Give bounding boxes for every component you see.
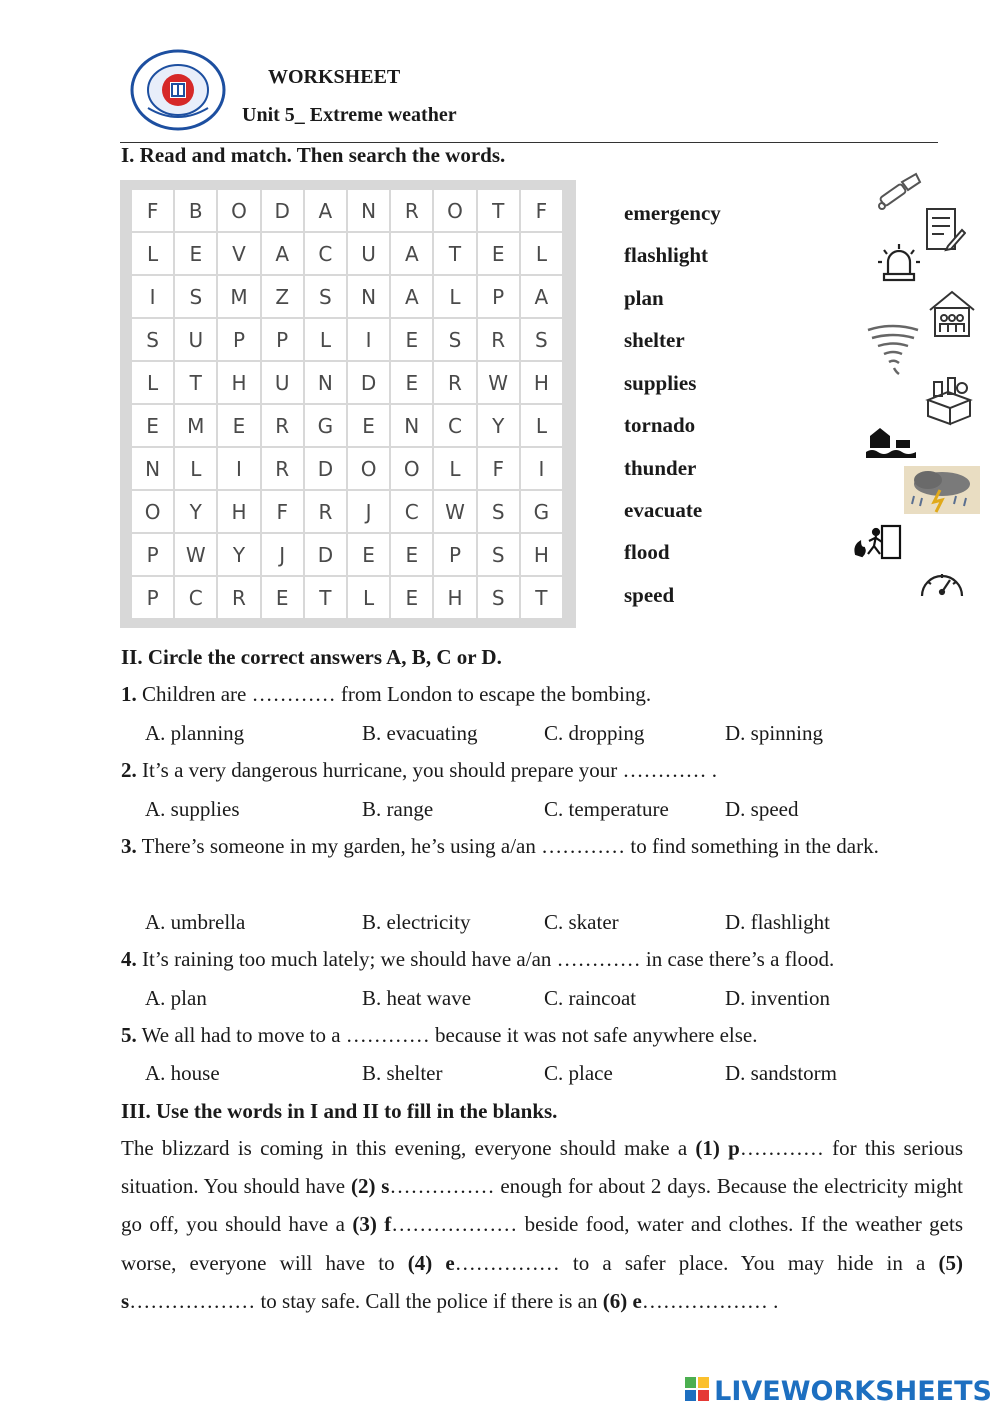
word-plan: plan [624,286,664,310]
grid-cell[interactable]: C [391,491,432,532]
fill-in-paragraph: The blizzard is coming in this evening, everyone should make a (1) p………… for this serious situation. You should have (2) s…………… enough for about 2 days. Because the electricity might go off, you should have a (3) f……………… beside food, water and clothes. If the weather gets worse, everyone will have to (4) e…………… to a safer place. You may hide in a (5) s……………… to stay safe. Call the police if there is an (6) e……………… . [121,1136,963,1313]
option-5d[interactable]: D. sandstorm [725,1061,837,1085]
grid-cell[interactable]: E [218,405,259,446]
question-text: It’s a very dangerous hurricane, you should prepare your ………… . [142,758,718,782]
grid-cell[interactable]: J [348,491,389,532]
question-number: 2. [121,758,137,782]
question-text: Children are ………… from London to escape the bombing. [142,682,652,706]
grid-cell[interactable]: R [305,491,346,532]
grid-cell[interactable]: T [521,577,562,618]
evacuate-exit-icon [852,524,904,565]
blank-1[interactable]: (1) p [695,1136,740,1160]
grid-cell[interactable]: M [218,276,259,317]
grid-cell[interactable]: N [391,405,432,446]
shelter-house-icon [926,288,978,345]
option-2a[interactable]: A. supplies [145,797,240,821]
grid-cell[interactable]: L [175,448,216,489]
question-text: There’s someone in my garden, he’s using a/an ………… to find something in the dark. [141,834,879,858]
option-1b[interactable]: B. evacuating [362,721,478,745]
grid-cell[interactable]: E [175,233,216,274]
grid-cell[interactable]: D [348,362,389,403]
grid-cell[interactable]: W [434,491,475,532]
option-1d[interactable]: D. spinning [725,721,824,745]
question-1 [121,676,961,713]
option-2b[interactable]: B. range [362,797,434,821]
option-4b[interactable]: B. heat wave [362,986,472,1010]
blank-3[interactable]: (3) f [352,1212,392,1237]
option-5a[interactable]: A. house [145,1061,220,1085]
grid-cell[interactable]: F [521,190,562,231]
grid-cell[interactable]: T [434,233,475,274]
grid-cell[interactable]: L [434,276,475,317]
grid-cell[interactable]: L [521,233,562,274]
grid-cell[interactable]: R [262,405,303,446]
grid-cell[interactable]: O [434,190,475,231]
worksheet-subtitle: Unit 5_ Extreme weather [242,104,457,126]
option-5c[interactable]: C. place [544,1061,613,1085]
plan-document-icon [924,206,966,261]
tornado-icon [866,322,920,381]
grid-cell[interactable]: O [391,448,432,489]
word-tornado: tornado [624,413,696,437]
grid-cell[interactable]: W [175,534,216,575]
grid-cell[interactable]: P [434,534,475,575]
grid-cell[interactable]: P [478,276,519,317]
word-evacuate: evacuate [624,498,703,522]
grid-cell[interactable]: U [262,362,303,403]
grid-cell[interactable]: A [262,233,303,274]
grid-cell[interactable]: D [305,534,346,575]
grid-cell[interactable]: E [132,405,173,446]
blank-2[interactable]: (2) s [350,1174,390,1199]
word-flashlight: flashlight [624,243,709,267]
grid-cell[interactable]: L [521,405,562,446]
grid-cell[interactable]: A [391,276,432,317]
grid-cell[interactable]: A [305,190,346,231]
grid-cell[interactable]: E [391,319,432,360]
grid-cell[interactable]: P [132,577,173,618]
question-number: 3. [121,834,137,858]
thunder-storm-icon [904,466,980,519]
grid-cell[interactable]: A [391,233,432,274]
liveworksheets-brand: LIVEWORKSHEETS [714,1376,992,1407]
grid-cell[interactable]: E [391,534,432,575]
word-speed: speed [624,583,675,607]
grid-cell[interactable]: N [132,448,173,489]
blank-4[interactable]: (4) e [407,1250,455,1275]
grid-cell[interactable]: H [434,577,475,618]
school-logo [128,48,228,132]
grid-cell[interactable]: E [348,405,389,446]
grid-cell[interactable]: R [391,190,432,231]
grid-cell[interactable]: D [305,448,346,489]
grid-cell[interactable]: N [348,276,389,317]
grid-cell[interactable]: P [262,319,303,360]
grid-cell[interactable]: Y [218,534,259,575]
option-1c[interactable]: C. dropping [544,721,645,745]
grid-cell[interactable]: E [348,534,389,575]
supplies-box-icon [924,376,974,431]
grid-cell[interactable]: R [262,448,303,489]
grid-cell[interactable]: E [262,577,303,618]
word-emergency: emergency [624,201,721,225]
grid-cell[interactable]: R [434,362,475,403]
grid-cell[interactable]: P [218,319,259,360]
grid-cell[interactable]: S [478,534,519,575]
grid-cell[interactable]: Y [175,491,216,532]
grid-cell[interactable]: H [218,362,259,403]
grid-cell[interactable]: C [434,405,475,446]
emergency-siren-icon [876,240,922,289]
grid-cell[interactable]: C [305,233,346,274]
grid-cell[interactable]: L [434,448,475,489]
option-3d[interactable]: D. flashlight [725,910,830,934]
grid-cell[interactable]: R [218,577,259,618]
word-flood: flood [624,540,670,564]
liveworksheets-footer[interactable] [684,1376,992,1407]
blank-6[interactable]: (6) e [602,1288,642,1313]
grid-cell[interactable]: T [478,190,519,231]
grid-cell[interactable]: S [478,577,519,618]
grid-cell[interactable]: A [521,276,562,317]
grid-cell[interactable]: L [132,233,173,274]
grid-cell[interactable]: V [218,233,259,274]
question-text: We all had to move to a ………… because it was not safe anywhere else. [141,1023,758,1047]
flashlight-icon [872,170,924,221]
section-2-heading: II. Circle the correct answers A, B, C or D. [121,645,502,669]
question-5 [121,1017,961,1054]
grid-cell[interactable]: U [348,233,389,274]
grid-cell[interactable]: S [434,319,475,360]
question-2 [121,752,961,789]
grid-cell[interactable]: O [132,491,173,532]
grid-cell[interactable]: I [132,276,173,317]
blank-5[interactable]: (5) s [121,1250,963,1313]
option-4d[interactable]: D. invention [725,986,830,1010]
grid-cell[interactable]: F [262,491,303,532]
grid-cell[interactable]: O [348,448,389,489]
grid-cell[interactable]: L [348,577,389,618]
grid-cell[interactable]: R [478,319,519,360]
option-2d[interactable]: D. speed [725,797,799,821]
grid-cell[interactable]: T [175,362,216,403]
section-3-heading: III. Use the words in I and II to fill in the blanks. [121,1099,558,1123]
question-3 [121,828,961,865]
option-3b[interactable]: B. electricity [362,910,471,934]
question-4 [121,941,961,978]
grid-cell[interactable]: C [175,577,216,618]
grid-cell[interactable]: B [175,190,216,231]
option-4a[interactable]: A. plan [145,986,207,1010]
section-1-heading: I. Read and match. Then search the words. [121,143,506,167]
grid-cell[interactable]: E [391,362,432,403]
word-search-grid [120,180,576,628]
word-supplies: supplies [624,371,697,395]
grid-cell[interactable]: Z [262,276,303,317]
grid-cell[interactable]: O [218,190,259,231]
grid-cell[interactable]: H [521,534,562,575]
option-1a[interactable]: A. planning [145,721,245,745]
grid-cell[interactable]: E [478,233,519,274]
grid-cell[interactable]: T [305,577,346,618]
option-3c[interactable]: C. skater [544,910,619,934]
option-3a[interactable]: A. umbrella [145,910,246,934]
grid-cell[interactable]: S [175,276,216,317]
grid-cell[interactable]: U [175,319,216,360]
grid-cell[interactable]: S [305,276,346,317]
grid-cell[interactable]: I [218,448,259,489]
grid-cell[interactable]: N [305,362,346,403]
worksheet-title: WORKSHEET [268,66,401,88]
grid-cell[interactable]: W [478,362,519,403]
grid-cell[interactable]: F [132,190,173,231]
grid-cell[interactable]: H [218,491,259,532]
grid-cell[interactable]: Y [478,405,519,446]
grid-cell[interactable]: N [348,190,389,231]
grid-cell[interactable]: L [132,362,173,403]
question-text: It’s raining too much lately; we should have a/an ………… in case there’s a flood. [142,947,835,971]
grid-cell[interactable]: E [391,577,432,618]
speedometer-icon [918,566,966,607]
option-5b[interactable]: B. shelter [362,1061,443,1085]
grid-cell[interactable]: P [132,534,173,575]
grid-cell[interactable]: J [262,534,303,575]
option-2c[interactable]: C. temperature [544,797,669,821]
grid-cell[interactable]: F [478,448,519,489]
question-number: 4. [121,947,137,971]
word-thunder: thunder [624,456,697,480]
grid-cell[interactable]: H [521,362,562,403]
grid-cell[interactable]: L [305,319,346,360]
option-4c[interactable]: C. raincoat [544,986,637,1010]
grid-cell[interactable]: G [305,405,346,446]
grid-cell[interactable]: D [262,190,303,231]
flood-icon [866,424,916,469]
grid-cell[interactable]: I [521,448,562,489]
grid-cell[interactable]: M [175,405,216,446]
grid-cell[interactable]: S [521,319,562,360]
grid-cell[interactable]: S [132,319,173,360]
liveworksheets-logo-icon [684,1376,710,1407]
question-number: 5. [121,1023,137,1047]
grid-cell[interactable]: I [348,319,389,360]
question-number: 1. [121,682,137,706]
word-shelter: shelter [624,328,685,352]
grid-cell[interactable]: S [478,491,519,532]
grid-cell[interactable]: G [521,491,562,532]
